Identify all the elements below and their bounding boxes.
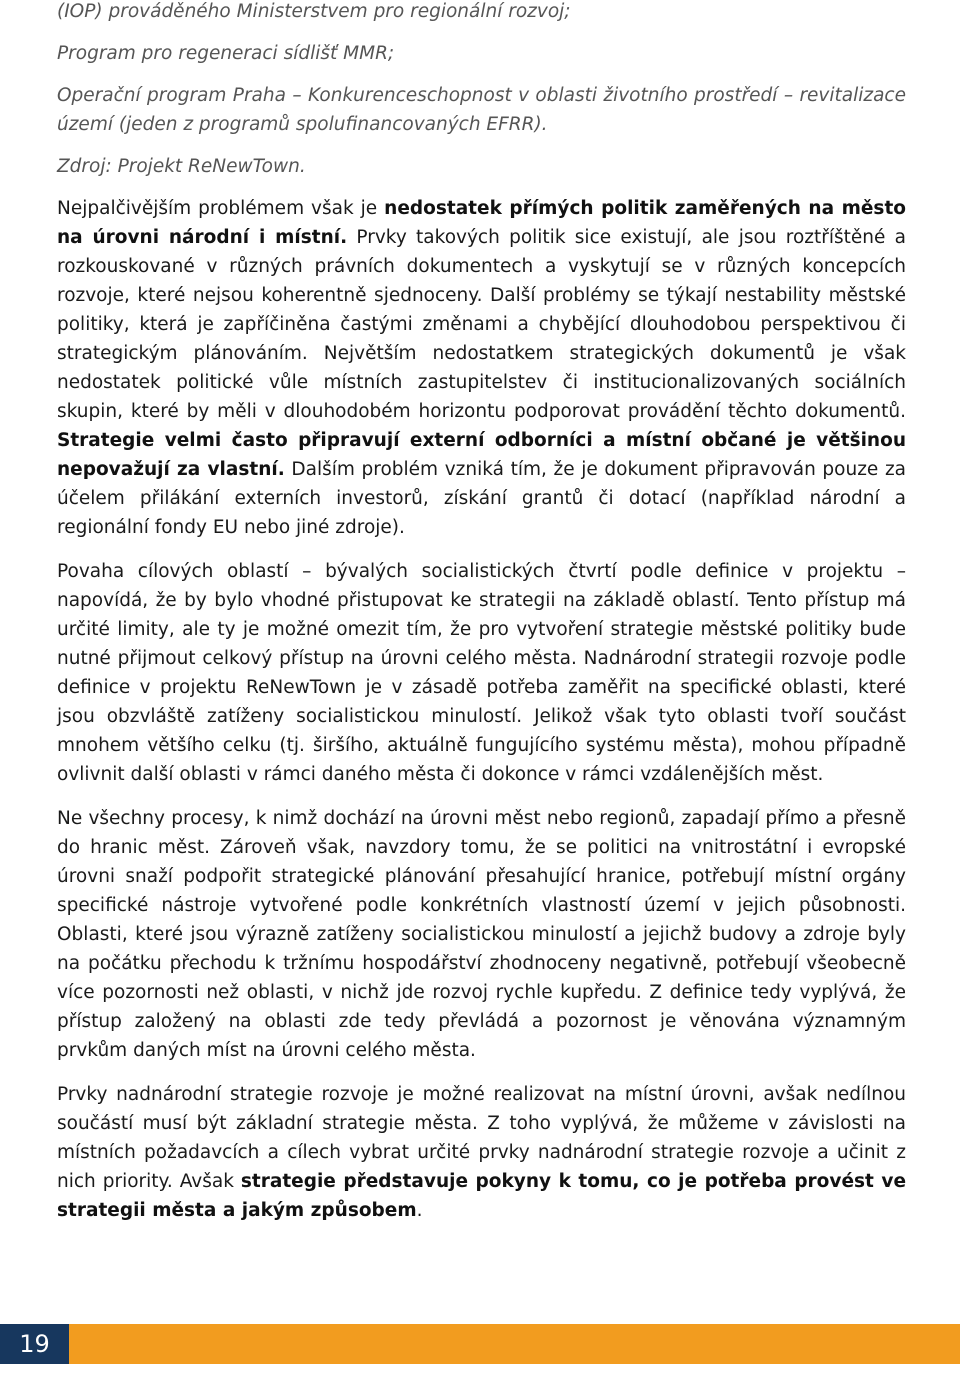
- paragraph-1: Nejpalčivějším problémem však je nedostatek přímých politik zaměřených na město na úrovni národní i místní. Prvky takových politik sice existují, ale jsou roztříštěné a rozkouskované v různých právních dokumentech a vyskytují se v různých koncepcích rozvoje, které nejsou koherentně sjednoceny. Další problémy se týkají nestability městské politiky, která je zapříčiněna častými změnami a chybějící dlouhodobou perspektivou či strategickým plánováním. Největším nedostatkem strategických dokumentů je však nedostatek politické vůle místních zastupitelstev či institucionalizovaných sociálních skupin, které by měli v dlouhodobém horizontu podporovat provádění těchto dokumentů. Strategie velmi často připravují externí odborníci a místní občané je většinou nepovažují za vlastní. Dalším problém vzniká tím, že je dokument připravován pouze za účelem přilákání externích investorů, získání grantů či dotací (například národní a regionální fondy EU nebo jiné zdroje).: [57, 198, 906, 538]
- paragraph-3: Ne všechny procesy, k nimž dochází na úrovni měst nebo regionů, zapadají přímo a přesně do hranic měst. Zároveň však, navzdory tomu, že se politici na vnitrostátní i evropské úrovni snaží podpořit strategické plánování přesahující hranice, potřebují místní orgány specifické nástroje vytvořené podle konkrétních vlastností území v jejich působnosti. Oblasti, které jsou výrazně zatíženy socialistickou minulostí a jejichž budovy a zdroje byly na počátku přechodu k tržnímu hospodářství zhodnoceny negativně, potřebují všeobecně více pozornosti než oblasti, v nichž jde rozvoj rychle kupředu. Z definice tedy vyplývá, že přístup založený na oblasti zde tedy převládá a pozornost je věnována významným prvkům daných míst na úrovni celého města.: [57, 808, 906, 1061]
- source-caption: Zdroj: Projekt ReNewTown.: [57, 156, 306, 177]
- source-item: Program pro regeneraci sídlišť MMR;: [57, 43, 395, 64]
- emphasis: nedostatek přímých politik zaměřených na město na úrovni národní i místní.: [57, 198, 906, 248]
- source-item: Operační program Praha – Konkurenceschopnost v oblasti životního prostředí – revitalizace území (jeden z programů spolufinancovaných EFRR).: [57, 85, 906, 135]
- paragraph-2: Povaha cílových oblastí – bývalých socialistických čtvrtí podle definice v projektu – napovídá, že by bylo vhodné přistupovat ke strategii na základě oblastí. Tento přístup má určité limity, ale ty je možné omezit tím, že pro vytvoření strategie městské politiky bude nutné přijmout celkový přístup na úrovni celého města. Nadnárodní strategii rozvoje podle definice v projektu ReNewTown je v zásadě potřeba zaměřit na specifické oblasti, které jsou obzvláště zatíženy socialistickou minulostí. Jelikož však tyto oblasti tvoří součást mnohem většího celku (tj. širšího, aktuálně fungujícího systému města), mohou případně ovlivnit další oblasti v rámci daného města či dokonce v rámci vzdálenějších měst.: [57, 561, 906, 785]
- page-number: 19: [0, 1324, 69, 1364]
- emphasis: strategie představuje pokyny k tomu, co je potřeba provést ve strategii města a jakým způsobem: [57, 1171, 906, 1221]
- emphasis: Strategie velmi často připravují externí odborníci a místní občané je většinou nepovažují za vlastní.: [57, 430, 906, 480]
- footer-bar: [69, 1324, 960, 1364]
- paragraph-4: Prvky nadnárodní strategie rozvoje je možné realizovat na místní úrovni, avšak nedílnou součástí musí být základní strategie města. Z toho vyplývá, že můžeme v závislosti na místních požadavcích a cílech vybrat určité prvky nadnárodní strategie rozvoje a učinit z nich priority. Avšak strategie představuje pokyny k tomu, co je potřeba provést ve strategii města a jakým způsobem.: [57, 1084, 906, 1221]
- source-list: [57, 0, 906, 1225]
- source-item: (IOP) prováděného Ministerstvem pro regionální rozvoj;: [57, 1, 571, 22]
